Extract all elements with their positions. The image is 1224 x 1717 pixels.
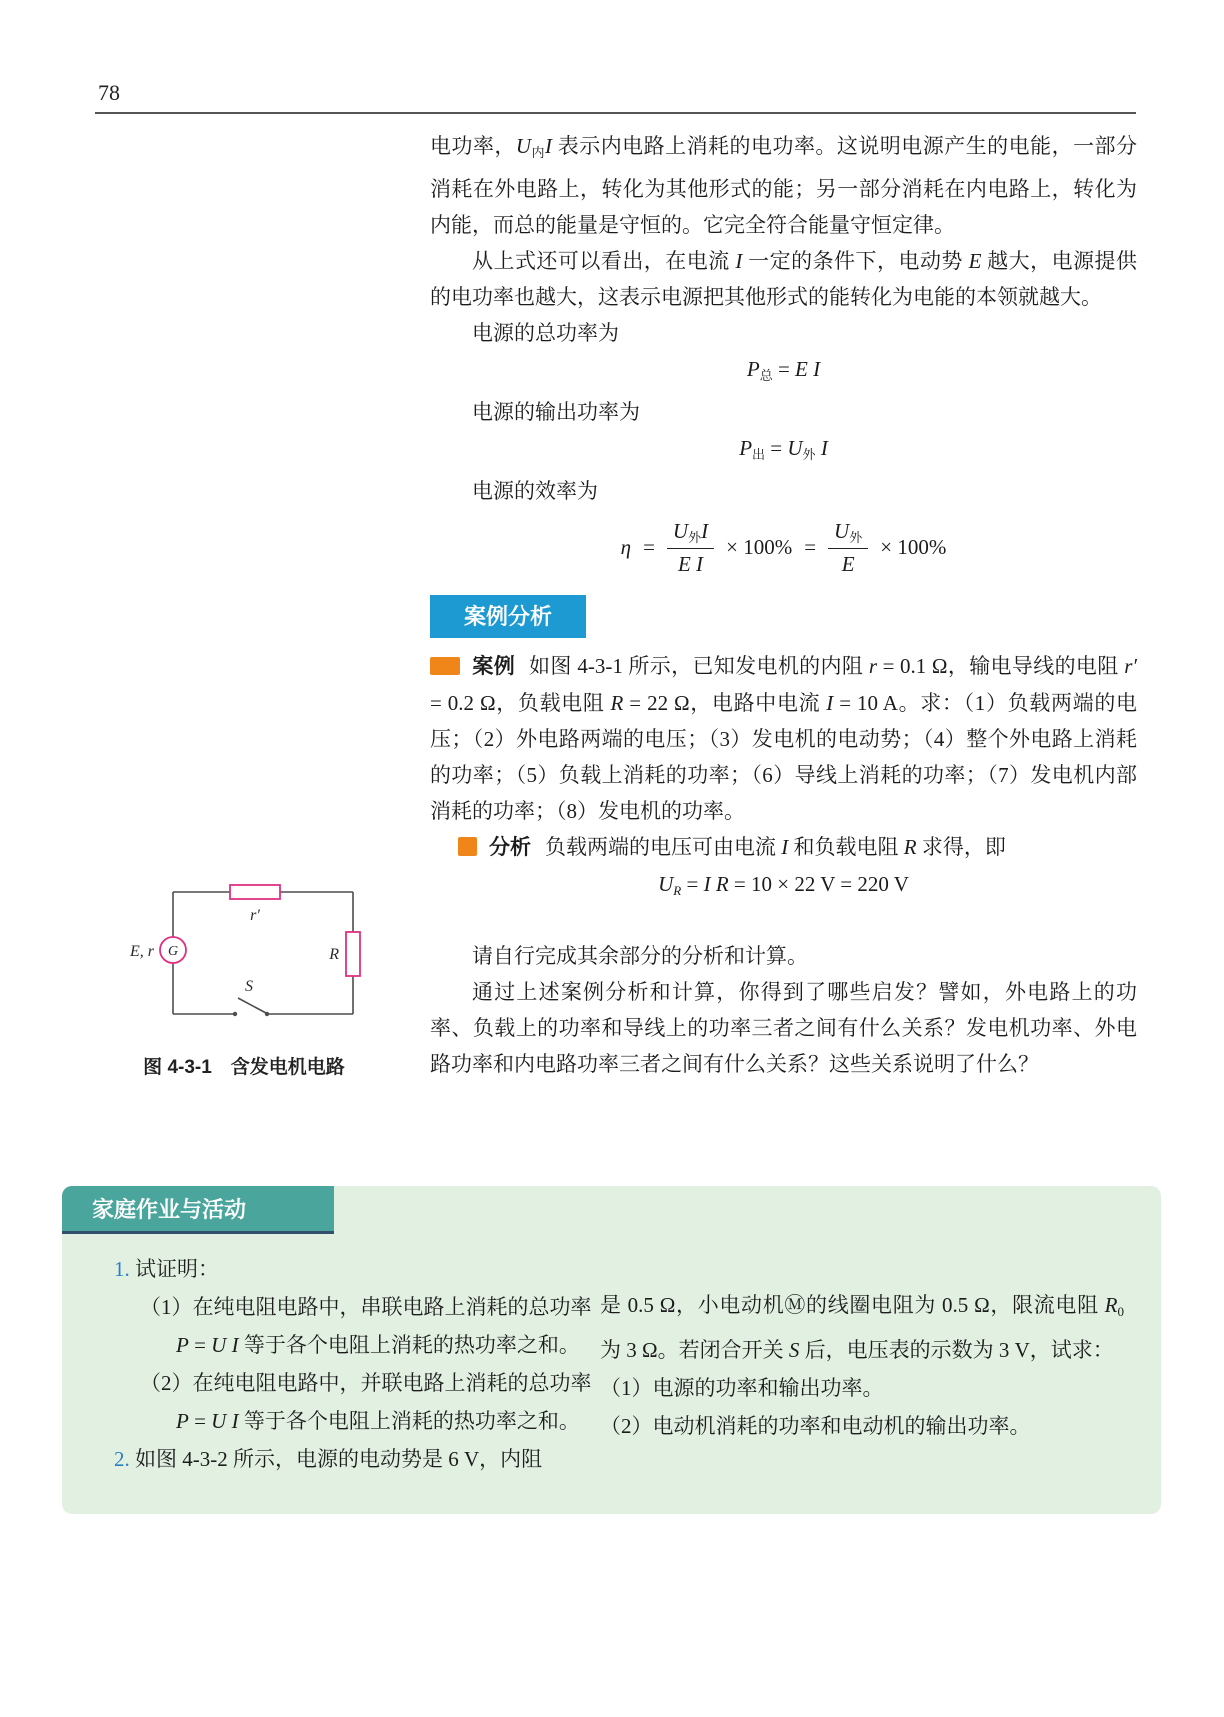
homework-header: 家庭作业与活动 (62, 1186, 334, 1234)
item-number: 1. (114, 1257, 130, 1281)
circuit-diagram (118, 872, 370, 1040)
homework-section (62, 1186, 1161, 1514)
times-100-percent: × 100% (726, 534, 793, 559)
fraction-denominator: E (841, 552, 855, 577)
line-total-power: 电源的总功率为 (472, 321, 619, 346)
case-paragraph (430, 648, 1137, 829)
paragraph-finish: 请自行完成其余部分的分析和计算。 (472, 943, 808, 968)
item-text: 如图 4-3-2 所示，电源的电动势是 6 V，内阻 (135, 1447, 543, 1471)
equals-sign: = (643, 534, 655, 559)
homework-item-2-q2: （2）电动机消耗的功率和电动机的输出功率。 (600, 1414, 1031, 1439)
load-resistor-symbol (346, 932, 360, 976)
case-label: 案例 (472, 655, 516, 679)
switch-blade (238, 998, 266, 1013)
homework-item-2 (114, 1440, 594, 1478)
formula-total-power: $P_总 = E$ I (746, 357, 821, 384)
fraction-numerator: $U_外$ (828, 518, 868, 549)
generator-label: G (167, 944, 179, 959)
paragraph-emf: 从上式还可以看出，在电流 I 一定的条件下，电动势 E 越大，电源提供的电功率也越大，这表示电源把其他形式的能转化为电能的本领就越大。 (430, 249, 1138, 310)
switch-label: S (245, 978, 253, 995)
homework-item-1-sub1-formula: P = U I 等于各个电阻上消耗的热功率之和。 (176, 1333, 580, 1357)
analysis-text: 负载两端的电压可由电流 I 和负载电阻 R 求得，即 (545, 835, 1006, 860)
homework-item-2-continuation: 是 0.5 Ω，小电动机Ⓜ的线圈电阻为 0.5 Ω，限流电阻 $R_0$ 为 3 Ω。若闭合开关 S 后，电压表的示数为 3 V，试求： (600, 1293, 1125, 1363)
formula-output-power: $P_出 = U_外$ I (739, 436, 828, 463)
source-label: E, r (130, 943, 154, 960)
orange-marker-icon (430, 657, 460, 675)
wire-resistor-symbol (230, 885, 280, 899)
equals-sign: = (804, 534, 817, 559)
fraction-denominator: E I (677, 552, 704, 577)
fraction-1 (667, 518, 714, 578)
fraction-numerator: $U_外I$ (667, 518, 714, 549)
homework-right-column (600, 1286, 1124, 1445)
homework-item-1 (114, 1250, 594, 1288)
item-number: 2. (114, 1447, 130, 1471)
formula-load-voltage: UR = I R = 10 × 22 V = 220 V (658, 872, 909, 899)
homework-left-column (114, 1250, 594, 1478)
homework-item-1-sub2-formula: P = U I 等于各个电阻上消耗的热功率之和。 (176, 1409, 580, 1433)
line-efficiency: 电源的效率为 (472, 479, 598, 504)
case-text: 如图 4-3-1 所示，已知发电机的内阻 r = 0.1 Ω，输电导线的电阻 r′ = 0.2 Ω，负载电阻 R = 22 Ω，电路中电流 I = 10 A。求：（1）负载两端的电压；（2）外电路两端的电压；（3）发电机的电动势；（4）整个外电路上消耗的功率；（5）负载上消耗的功率；（6）导线上消耗的功率；（7）发电机内部消耗的功率；（8）发电机的功率。 (430, 654, 1138, 824)
eta-symbol: η (620, 534, 632, 559)
analysis-paragraph (430, 829, 1137, 866)
header-rule (95, 112, 1136, 114)
formula-efficiency (430, 515, 1137, 579)
paragraph-reflection: 通过上述案例分析和计算，你得到了哪些启发？譬如，外电路上的功率、负载上的功率和导线上的功率三者之间有什么关系？发电机功率、外电路功率和内电路功率三者之间有什么关系？这些关系说明了什么？ (430, 979, 1137, 1076)
item-text: 试证明： (135, 1257, 219, 1281)
analysis-label: 分析 (489, 836, 531, 860)
orange-marker-icon (458, 837, 477, 856)
paragraph-internal-power: 电功率，$U_内I$ 表示内电路上消耗的电功率。这说明电源产生的电能，一部分消耗在外电路上，转化为其他形式的能；另一部分消耗在内电路上，转化为内能，而总的能量是守恒的。它完全符合能量守恒定律。 (430, 134, 1138, 238)
figure-caption: 图 4-3-1 含发电机电路 (143, 1057, 345, 1078)
homework-item-1-sub1: （1）在纯电阻电路中，串联电路上消耗的总功率 (140, 1295, 592, 1319)
times-100-percent: × 100% (880, 534, 947, 559)
fraction-2 (828, 518, 868, 578)
homework-item-2-q1: （1）电源的功率和输出功率。 (600, 1376, 884, 1401)
circuit-figure (118, 872, 370, 1079)
wire-resistor-label: r′ (250, 907, 260, 924)
main-text-column (430, 128, 1137, 1082)
case-analysis-header: 案例分析 (430, 595, 586, 638)
load-resistor-label: R (329, 946, 339, 963)
page-number: 78 (98, 80, 120, 105)
homework-item-1-sub2: （2）在纯电阻电路中，并联电路上消耗的总功率 (140, 1371, 592, 1395)
line-output-power: 电源的输出功率为 (472, 400, 640, 425)
